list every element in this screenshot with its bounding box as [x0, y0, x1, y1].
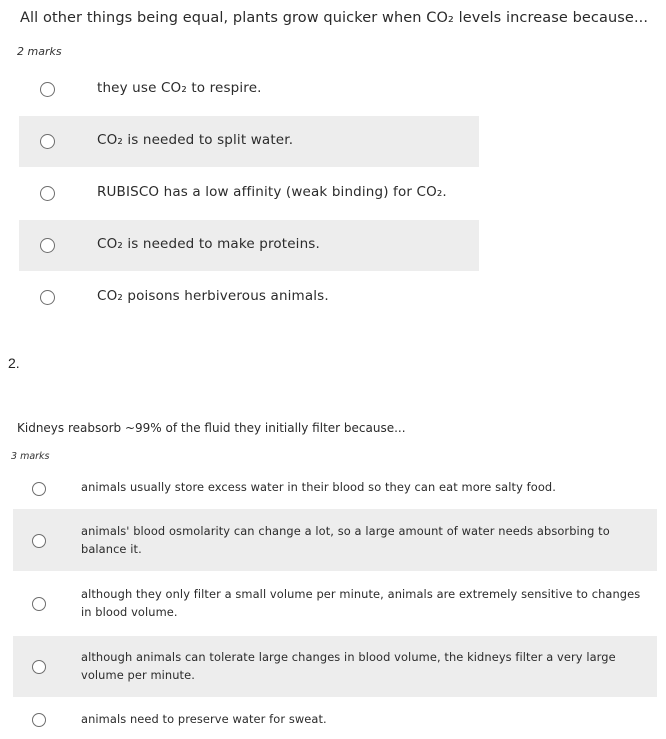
q2-option-1[interactable]: [13, 471, 657, 507]
q1-option-4[interactable]: [19, 220, 479, 271]
radio-button-icon[interactable]: [40, 238, 55, 253]
question-2-marks: 3 marks: [11, 451, 50, 462]
q2-option-5[interactable]: [13, 702, 657, 737]
q2-option-5-label: animals need to preserve water for sweat.: [81, 712, 327, 726]
q1-option-4-label: CO₂ is needed to make proteins.: [97, 236, 320, 252]
q1-option-1[interactable]: [19, 64, 479, 115]
question-1-marks: 2 marks: [17, 45, 62, 58]
radio-button-icon[interactable]: [32, 482, 46, 496]
q1-option-3[interactable]: [19, 168, 479, 219]
radio-button-icon[interactable]: [40, 290, 55, 305]
q1-option-5[interactable]: [19, 272, 479, 323]
radio-button-icon[interactable]: [32, 660, 46, 674]
q1-option-1-label: they use CO₂ to respire.: [97, 80, 262, 96]
q2-option-3[interactable]: [13, 573, 657, 635]
q2-option-2[interactable]: [13, 509, 657, 571]
radio-button-icon[interactable]: [32, 534, 46, 548]
q2-option-2-label: animals' blood osmolarity can change a lot, so a large amount of water needs absorbing to balance it.: [81, 524, 610, 556]
q2-option-4[interactable]: [13, 636, 657, 697]
q2-option-1-label: animals usually store excess water in their blood so they can eat more salty food.: [81, 480, 556, 494]
radio-button-icon[interactable]: [40, 82, 55, 97]
q1-option-3-label: RUBISCO has a low affinity (weak binding) for CO₂.: [97, 184, 447, 200]
radio-button-icon[interactable]: [32, 597, 46, 611]
radio-button-icon[interactable]: [40, 186, 55, 201]
q1-option-5-label: CO₂ poisons herbiverous animals.: [97, 288, 329, 304]
radio-button-icon[interactable]: [40, 134, 55, 149]
question-2-number: 2.: [8, 355, 20, 371]
question-1-text: All other things being equal, plants grow quicker when CO₂ levels increase because...: [20, 10, 649, 26]
question-2-text: Kidneys reabsorb ~99% of the fluid they initially filter because...: [17, 421, 406, 435]
radio-button-icon[interactable]: [32, 713, 46, 727]
q2-option-3-label: although they only filter a small volume per minute, animals are extremely sensitive to changes in blood volume.: [81, 587, 641, 619]
q1-option-2-label: CO₂ is needed to split water.: [97, 132, 294, 148]
q2-option-4-label: although animals can tolerate large changes in blood volume, the kidneys filter a very large volume per minute.: [81, 650, 616, 682]
q1-option-2[interactable]: [19, 116, 479, 167]
